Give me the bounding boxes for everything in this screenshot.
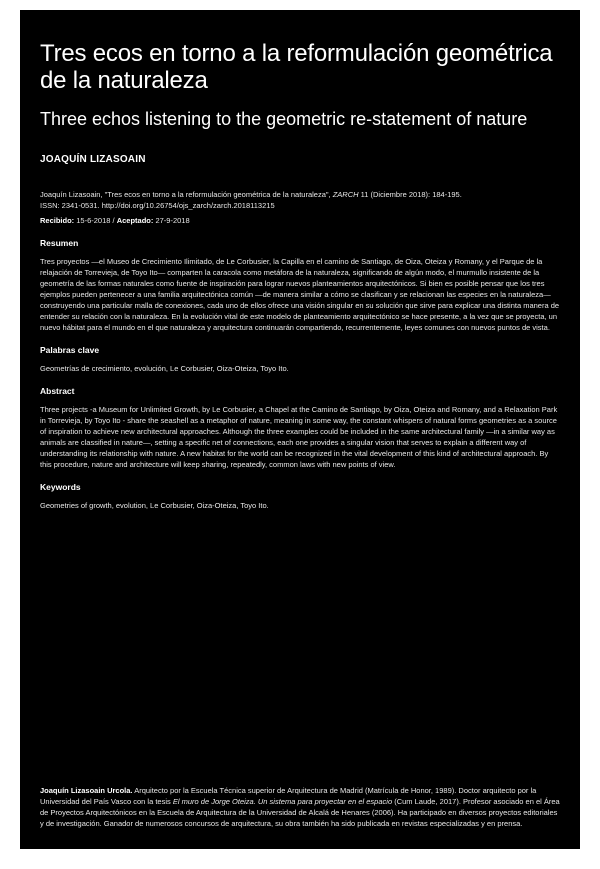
abstract-text: Three projects -a Museum for Unlimited Growth, by Le Corbusier, a Chapel at the Camino de Santiago, by Oiza, Oteiza and Romany, and a Relaxation Park in Torrevieja, by Toyo Ito - share the seashell as a metaphor of nature, meaning in some way, the constant whispers of natural forms geometries as a source of inspiration to achieve new architectural approaches. Although the three examples could be included in the same architectural family —in a similar way as animals are classified in nature—, setting a specific net of connections, each one provides a singular vision that serves to explain a different way of understanding its relationship with nature. A new habitat for the world can be recognized in the vital development of this kind of architectural approach. By this procedure, nature and architecture will keep sharing, repeatedly, common laws with new points of view. <box>40 405 558 469</box>
bio-text-1: Arquitecto por la Escuela Técnica superior de Arquitectura de Madrid (Matrícula de Honor, 1989). Doctor arquitecto por la Universidad del País Vasco con la tesis <box>40 786 537 806</box>
article-header <box>40 40 560 511</box>
palabras-clave-text: Geometrías de crecimiento, evolución, Le Corbusier, Oiza-Oteiza, Toyo Ito. <box>40 364 289 373</box>
citation-suffix: 11 (Diciembre 2018): 184-195. <box>358 190 462 199</box>
citation <box>40 189 560 211</box>
citation-journal: ZARCH <box>332 190 359 199</box>
author-bio <box>40 785 560 829</box>
received-date: 15-6-2018 / <box>74 216 117 225</box>
citation-issn-doi: ISSN: 2341-0531. http://doi.org/10.26754/ojs_zarch/zarch.2018113215 <box>40 201 275 210</box>
title-english: Three echos listening to the geometric re-statement of nature <box>40 109 528 129</box>
received-label: Recibido: <box>40 216 75 225</box>
bio-name: Joaquín Lizasoain Urcola. <box>40 786 133 795</box>
bio-text-2: (Cum Laude, 2017). Profesor asociado en el Área de Proyectos Arquitectónicos en la Escuela de Arquitectura de la Universidad de Alcalá de Henares (2006). Ha participado en diversos proyectos editoriales y de investigación. Ganador de numerosos concursos de arquitectura, su obra también ha sido publicada en revistas especializadas y en prensa. <box>40 797 560 828</box>
resumen-text: Tres proyectos —el Museo de Crecimiento Ilimitado, de Le Corbusier, la Capilla en el camino de Santiago, de Oiza, Oteiza y Romany, y el Parque de la relajación de Torrevieja, de Toyo Ito— comparten la caracola como metáfora de la naturaleza, significando de algún modo, el murmullo insistente de la geometría de las formas naturales como fuente de inspiración para lograr nuevos planteamientos arquitectónicos. Si bien es posible pensar que los tres ejemplos pueden pertenecer a una familia arquitectónica común —de manera similar a cómo se clasifican y se relacionan las especies en la naturaleza— construyendo una particular malla de conexiones, cada uno de ellos ofrece una visión singular en su solución que sirve para explicar una distinta manera de entender su relación con la naturaleza. En la evolución vital de este modelo de planteamiento arquitectónico se hace presente, a la vez que se proyecta, un nuevo hábitat para el mundo en el que naturaleza y arquitectura continuarán compartiendo, recurrentemente, leyes comunes con nuevos puntos de vista. <box>40 257 560 332</box>
author-name: JOAQUÍN LIZASOAIN <box>40 154 146 165</box>
article-page <box>20 10 580 849</box>
keywords-heading: Keywords <box>40 482 81 492</box>
accepted-label: Aceptado: <box>116 216 154 225</box>
keywords-text: Geometries of growth, evolution, Le Corbusier, Oiza-Oteiza, Toyo Ito. <box>40 501 269 510</box>
citation-prefix: Joaquín Lizasoain, "Tres ecos en torno a la reformulación geométrica de la naturaleza", <box>40 190 333 199</box>
bio-thesis-title: El muro de Jorge Oteiza. Un sistema para proyectar en el espacio <box>172 797 393 806</box>
accepted-date: 27-9-2018 <box>153 216 190 225</box>
abstract-heading: Abstract <box>40 386 75 396</box>
resumen-heading: Resumen <box>40 238 79 248</box>
dates-line <box>40 215 560 226</box>
palabras-clave-heading: Palabras clave <box>40 345 100 355</box>
title-spanish: Tres ecos en torno a la reformulación geométrica de la naturaleza <box>40 40 553 94</box>
